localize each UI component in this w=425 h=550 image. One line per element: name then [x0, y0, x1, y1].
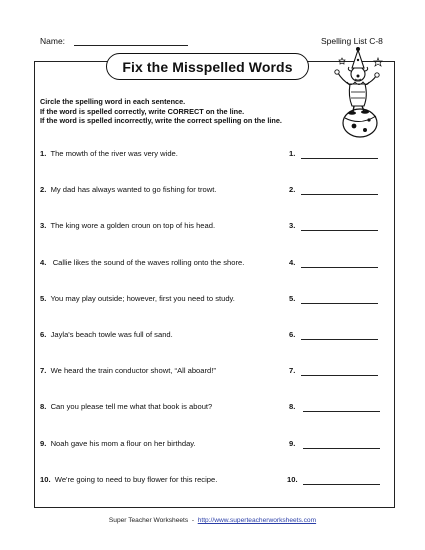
item-sentence: Noah gave his mom a flour on her birthday.: [50, 438, 196, 448]
answer-line[interactable]: [303, 448, 380, 449]
item-number: 5.: [40, 293, 47, 303]
item-number: 3.: [40, 221, 47, 231]
sentence-item: [40, 258, 244, 267]
item-sentence: You may play outside; however, first you need to study.: [50, 293, 235, 303]
item-sentence: Jayla's beach towle was full of sand.: [50, 330, 173, 339]
sentence-item: [40, 149, 178, 158]
item-number: 7.: [40, 366, 47, 376]
item-number: 8.: [40, 402, 47, 412]
answer-number: 1.: [289, 149, 296, 158]
footer-url-link[interactable]: http://www.superteacherworksheets.com: [197, 517, 317, 524]
answer-line[interactable]: [303, 411, 380, 412]
sentence-item: [40, 475, 217, 484]
item-number: 9.: [40, 438, 47, 448]
answer-number: 5.: [289, 293, 296, 303]
name-label: Name:: [40, 36, 66, 46]
sentence-item: [40, 185, 216, 194]
answer-line[interactable]: [301, 194, 378, 195]
item-sentence: The king wore a golden croun on top of his head.: [50, 221, 216, 231]
sentence-item: [40, 402, 212, 411]
item-sentence: We heard the train conductor showt, “All aboard!”: [50, 366, 216, 376]
spelling-list-label: Spelling List C-8: [321, 36, 383, 46]
item-number: 4.: [40, 257, 47, 267]
footer: [0, 517, 425, 524]
item-sentence: My dad has always wanted to go fishing for trowt.: [50, 185, 217, 195]
answer-number: 3.: [289, 221, 296, 231]
item-number: 2.: [40, 185, 47, 195]
answer-number: 8.: [289, 402, 296, 412]
instruction-line: Circle the spelling word in each sentence.: [40, 97, 186, 106]
item-sentence: We're going to need to buy flower for this recipe.: [54, 474, 218, 484]
answer-number: 2.: [289, 185, 296, 195]
answer-number: 6.: [289, 330, 296, 339]
sentence-item: [40, 221, 215, 230]
answer-line[interactable]: [301, 303, 378, 304]
answer-line[interactable]: [301, 158, 378, 159]
answer-line[interactable]: [301, 339, 378, 340]
footer-separator: -: [188, 517, 198, 524]
item-sentence: Can you please tell me what that book is about?: [50, 402, 213, 412]
item-number: 1.: [40, 149, 47, 158]
instructions: [40, 97, 330, 126]
answer-number: 7.: [289, 366, 296, 376]
item-number: 6.: [40, 330, 47, 339]
answer-line[interactable]: [301, 230, 378, 231]
footer-brand: Super Teacher Worksheets: [108, 517, 189, 524]
sentence-item: [40, 366, 216, 375]
item-number: 10.: [40, 474, 51, 484]
answer-number: 4.: [289, 257, 296, 267]
instruction-line: If the word is spelled incorrectly, write the correct spelling on the line.: [40, 116, 282, 126]
sentence-item: [40, 294, 235, 303]
sentence-item: [40, 330, 173, 339]
item-sentence: The mowth of the river was very wide.: [50, 149, 178, 158]
item-sentence: Callie likes the sound of the waves rolling onto the shore.: [50, 257, 245, 267]
name-line[interactable]: [74, 45, 188, 46]
page-title: Fix the Misspelled Words: [122, 58, 293, 75]
answer-number: 9.: [289, 438, 296, 448]
sentence-item: [40, 439, 196, 448]
answer-line[interactable]: [303, 484, 380, 485]
title-banner: [106, 53, 309, 80]
instruction-line: If the word is spelled correctly, write CORRECT on the line.: [40, 106, 245, 116]
answer-number: 10.: [287, 474, 298, 484]
answer-line[interactable]: [301, 267, 378, 268]
answer-line[interactable]: [301, 375, 378, 376]
